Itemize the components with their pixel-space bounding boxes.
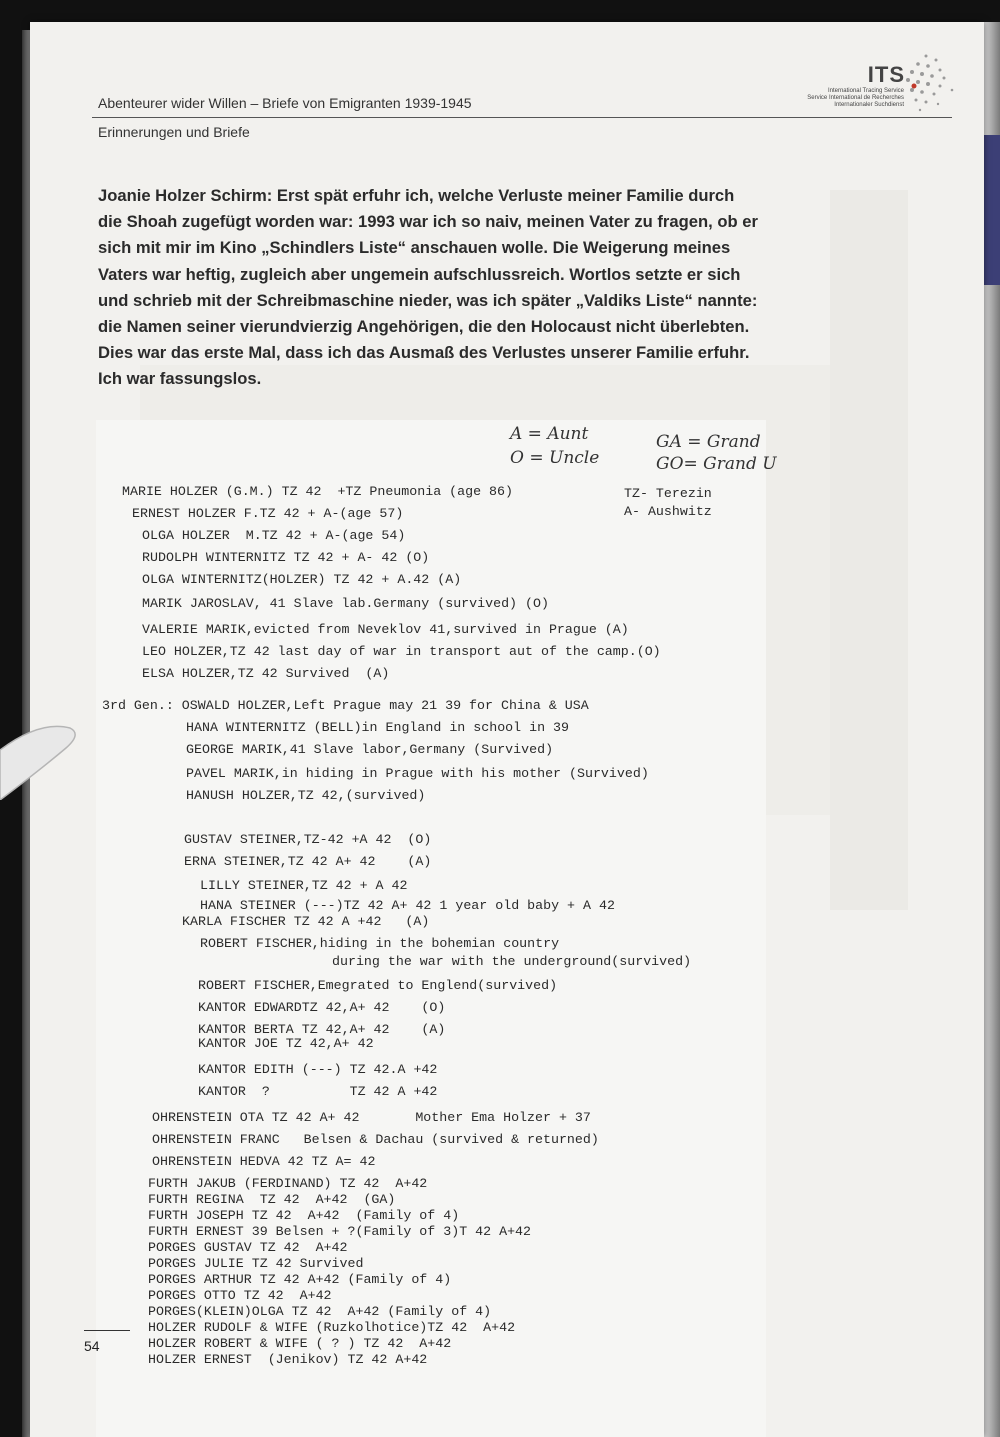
list-item: OHRENSTEIN OTA TZ 42 A+ 42 Mother Ema Holzer + 37 [152,1110,591,1125]
list-item: LEO HOLZER,TZ 42 last day of war in transport aut of the camp.(O) [142,644,661,659]
key-terezin: TZ- Terezin [624,486,712,501]
bleed-through-margin [830,190,908,910]
paper-clip-icon [0,720,80,800]
logo-word: ITS [867,62,905,87]
list-item: ERNA STEINER,TZ 42 A+ 42 (A) [184,854,432,869]
list-item: KANTOR BERTA TZ 42,A+ 42 (A) [198,1022,446,1037]
hand-note-3: GA = Grand [656,432,761,452]
list-item: LILLY STEINER,TZ 42 + A 42 [200,878,408,893]
list-item: FURTH JOSEPH TZ 42 A+42 (Family of 4) [148,1208,460,1223]
list-item: FURTH REGINA TZ 42 A+42 (GA) [148,1192,396,1207]
list-item: OHRENSTEIN HEDVA 42 TZ A= 42 [152,1154,376,1169]
list-item: PORGES ARTHUR TZ 42 A+42 (Family of 4) [148,1272,452,1287]
running-header-title: Abenteurer wider Willen – Briefe von Emigranten 1939-1945 [98,95,472,111]
logo-dots-icon [896,48,960,118]
list-item: MARIK JAROSLAV, 41 Slave lab.Germany (survived) (O) [142,596,549,611]
list-item: KANTOR EDWARDTZ 42,A+ 42 (O) [198,1000,446,1015]
its-logo [760,48,960,118]
logo-line-2: Service International de Recherches [807,95,904,101]
list-item: KANTOR JOE TZ 42,A+ 42 [198,1036,374,1051]
list-item: VALERIE MARIK,evicted from Neveklov 41,survived in Prague (A) [142,622,629,637]
running-header-subtitle: Erinnerungen und Briefe [98,124,250,140]
list-item: during the war with the underground(survived) [332,954,692,969]
list-item: MARIE HOLZER (G.M.) TZ 42 +TZ Pneumonia (age 86) [122,484,513,499]
hand-note-2: O = Uncle [510,448,600,468]
list-item: GEORGE MARIK,41 Slave labor,Germany (Survived) [186,742,554,757]
list-item: ROBERT FISCHER,Emegrated to Englend(survived) [198,978,558,993]
typed-list-document [96,420,777,1437]
list-item: FURTH ERNEST 39 Belsen + ?(Family of 3)T 42 A+42 [148,1224,532,1239]
list-item: HOLZER RUDOLF & WIFE (Ruzkolhotice)TZ 42 A+42 [148,1320,516,1335]
list-item: PAVEL MARIK,in hiding in Prague with his mother (Survived) [186,766,649,781]
list-item: RUDOLPH WINTERNITZ TZ 42 + A- 42 (O) [142,550,430,565]
list-item: OLGA HOLZER M.TZ 42 + A-(age 54) [142,528,406,543]
key-auschwitz: A- Aushwitz [624,504,712,519]
logo-line-1: International Tracing Service [827,88,904,94]
list-item: GUSTAV STEINER,TZ-42 +A 42 (O) [184,832,432,847]
page-number-rule [84,1330,130,1331]
list-item: FURTH JAKUB (FERDINAND) TZ 42 A+42 [148,1176,428,1191]
list-item: HANUSH HOLZER,TZ 42,(survived) [186,788,426,803]
list-item: PORGES JULIE TZ 42 Survived [148,1256,364,1271]
list-item: ROBERT FISCHER,hiding in the bohemian country [200,936,560,951]
list-item: ELSA HOLZER,TZ 42 Survived (A) [142,666,390,681]
list-item: HOLZER ROBERT & WIFE ( ? ) TZ 42 A+42 [148,1336,452,1351]
hand-note-1: A = Aunt [510,424,589,444]
logo-line-3: Internationaler Suchdienst [834,102,904,108]
page-number: 54 [84,1338,100,1354]
list-item: OHRENSTEIN FRANC Belsen & Dachau (survived & returned) [152,1132,599,1147]
list-item: PORGES GUSTAV TZ 42 A+42 [148,1240,348,1255]
hand-note-4: GO= Grand U [656,454,777,474]
list-item: HOLZER ERNEST (Jenikov) TZ 42 A+42 [148,1352,428,1367]
list-item: HANA STEINER (---)TZ 42 A+ 42 1 year old baby + A 42 [200,898,615,913]
list-item: KARLA FISCHER TZ 42 A +42 (A) [182,914,430,929]
list-item: PORGES OTTO TZ 42 A+42 [148,1288,332,1303]
list-item: PORGES(KLEIN)OLGA TZ 42 A+42 (Family of 4) [148,1304,492,1319]
intro-paragraph: Joanie Holzer Schirm: Erst spät erfuhr ich, welche Verluste meiner Familie durch die Shoah zugefügt worden war: 1993 war ich so naiv, meinen Vater zu fragen, ob er sich mit mir im Kino „Schindlers Liste“ anschauen wolle. Die Weigerung meines Vaters war heftig, zugleich aber ungemein aufschlussreich. Wortlos setzte er sich und schrieb mit der Schreibmaschine nieder, was ich später „Valdiks Liste“ nannte: die Namen seiner vierundvierzig Angehörigen, die den Holocaust nicht überlebten. Dies war das erste Mal, dass ich das Ausmaß des Verlustes unserer Familie erfuhr. Ich war fassungslos. [98,186,758,389]
list-item: 3rd Gen.: OSWALD HOLZER,Left Prague may 21 39 for China & USA [102,698,589,713]
list-item: KANTOR ? TZ 42 A +42 [198,1084,438,1099]
list-item: HANA WINTERNITZ (BELL)in England in school in 39 [186,720,570,735]
list-item: ERNEST HOLZER F.TZ 42 + A-(age 57) [132,506,404,521]
list-item: OLGA WINTERNITZ(HOLZER) TZ 42 + A.42 (A) [142,572,462,587]
list-item: KANTOR EDITH (---) TZ 42.A +42 [198,1062,438,1077]
